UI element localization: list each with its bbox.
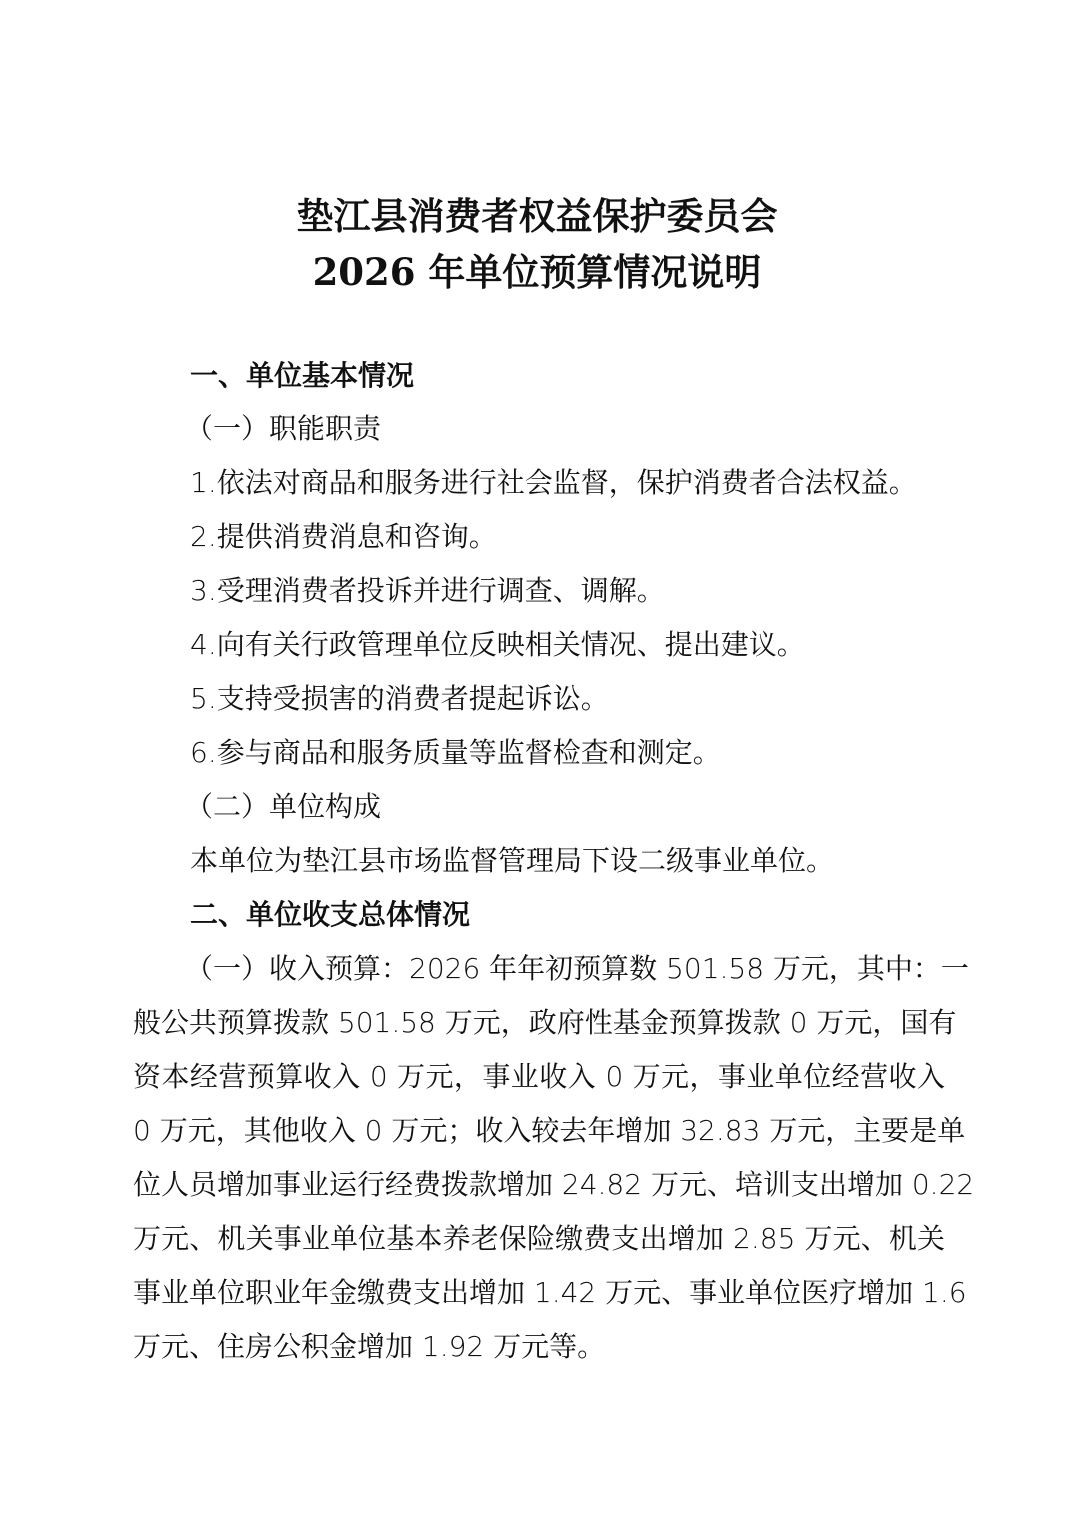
duty-item: 6.参与商品和服务质量等监督检查和测定。 bbox=[190, 736, 721, 769]
income-paragraph-line: 位人员增加事业运行经费拨款增加 24.82 万元、培训支出增加 0.22 bbox=[133, 1168, 975, 1201]
document-title-line1: 垫江县消费者权益保护委员会 bbox=[296, 194, 778, 238]
subheading-composition: （二）单位构成 bbox=[185, 790, 382, 823]
duty-item: 2.提供消费消息和咨询。 bbox=[190, 520, 497, 553]
section-heading-basic-info: 一、单位基本情况 bbox=[190, 359, 415, 392]
document-title-line2: 2026 年单位预算情况说明 bbox=[312, 250, 762, 294]
income-paragraph-line: 资本经营预算收入 0 万元，事业收入 0 万元，事业单位经营收入 bbox=[133, 1060, 945, 1093]
duty-item: 1.依法对商品和服务进行社会监督，保护消费者合法权益。 bbox=[190, 466, 917, 499]
duty-item: 5.支持受损害的消费者提起诉讼。 bbox=[190, 682, 609, 715]
income-paragraph-line: （一）收入预算：2026 年年初预算数 501.58 万元，其中：一 bbox=[185, 952, 969, 985]
income-paragraph-line: 0 万元，其他收入 0 万元；收入较去年增加 32.83 万元，主要是单 bbox=[133, 1114, 966, 1147]
duty-item: 3.受理消费者投诉并进行调查、调解。 bbox=[190, 574, 665, 607]
subheading-duties: （一）职能职责 bbox=[185, 412, 382, 445]
composition-text: 本单位为垫江县市场监督管理局下设二级事业单位。 bbox=[190, 844, 835, 877]
income-paragraph-line: 事业单位职业年金缴费支出增加 1.42 万元、事业单位医疗增加 1.6 bbox=[133, 1276, 967, 1309]
income-paragraph-line: 万元、住房公积金增加 1.92 万元等。 bbox=[133, 1330, 606, 1363]
income-paragraph-line: 般公共预算拨款 501.58 万元，政府性基金预算拨款 0 万元，国有 bbox=[133, 1006, 957, 1039]
section-heading-budget-overview: 二、单位收支总体情况 bbox=[190, 898, 471, 931]
income-paragraph-line: 万元、机关事业单位基本养老保险缴费支出增加 2.85 万元、机关 bbox=[133, 1222, 945, 1255]
duty-item: 4.向有关行政管理单位反映相关情况、提出建议。 bbox=[190, 628, 805, 661]
